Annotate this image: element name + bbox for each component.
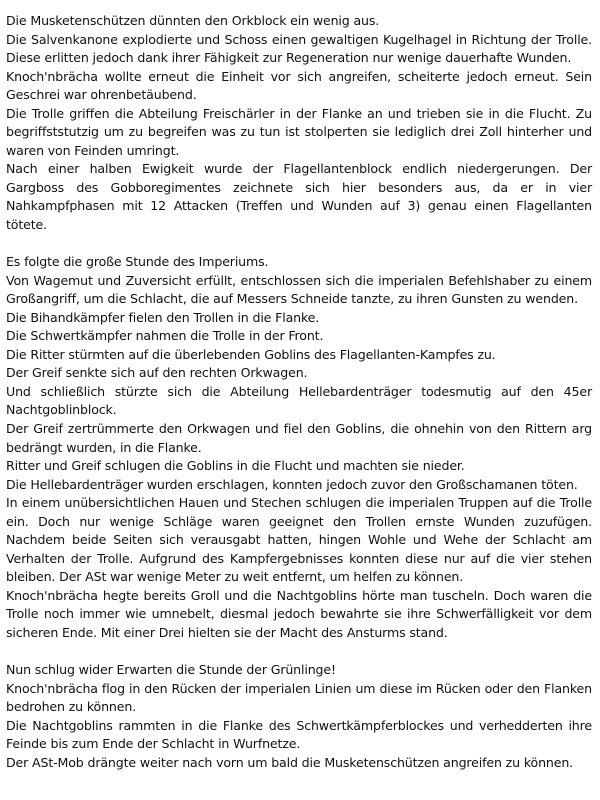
paragraph: Und schließlich stürzte sich die Abteilung Hellebardenträger todesmutig auf den 45er Nachtgoblinblock.	[6, 383, 592, 418]
blank-line	[6, 235, 592, 254]
paragraph: Die Salvenkanone explodierte und Schoss einen gewaltigen Kugelhagel in Richtung der Trolle. Diese erlitten jedoch dank ihrer Fähigkeit zur Regeneration nur wenige dauerhafte Wunden.	[6, 31, 592, 66]
paragraph: Die Schwertkämpfer nahmen die Trolle in der Front.	[6, 328, 324, 344]
paragraph: In einem unübersichtlichen Hauen und Stechen schlugen die imperialen Truppen auf die Trolle ein. Doch nur wenige Schläge waren geeignet den Trollen ernste Wunden zuzufügen. Nachdem beide Seiten sich verausgabt hatten, hingen Wohle und Wehe der Schlacht am Verhalten der Trolle. Aufgrund des Kampfergebnisses konnten diese nur auf die vier stehen bleiben. Der ASt war wenige Meter zu weit entfernt, um helfen zu können.	[6, 495, 592, 585]
paragraph: Knoch'nbrächa hegte bereits Groll und die Nachtgoblins hörte man tuscheln. Doch waren die Trolle noch immer wie umnebelt, diesmal jedoch bewahrte sie ihre Schwerfälligkeit vor dem sicheren Ende. Mit einer Drei hielten sie der Macht des Ansturms stand.	[6, 587, 592, 640]
paragraph: Die Bihandkämpfer fielen den Trollen in die Flanke.	[6, 309, 320, 325]
paragraph: Der ASt-Mob drängte weiter nach vorn um bald die Musketenschützen angreifen zu können.	[6, 754, 574, 770]
section-3	[6, 661, 592, 772]
paragraph: Knoch'nbrächa wollte erneut die Einheit vor sich angreifen, scheiterte jedoch erneut. Sein Geschrei war ohrenbetäubend.	[6, 68, 592, 103]
paragraph: Die Trolle griffen die Abteilung Freischärler in der Flanke an und trieben sie in die Flucht. Zu begriffststutzig um zu begreifen was zu tun ist stolperten sie lediglich drei Zoll hinterher und waren von Feinden umringt.	[6, 105, 592, 158]
paragraph: Der Greif zertrümmerte den Orkwagen und fiel den Goblins, die ohnehin von den Rittern arg bedrängt wurden, in die Flanke.	[6, 420, 592, 455]
paragraph: Knoch'nbrächa flog in den Rücken der imperialen Linien um diese im Rücken oder den Flanken bedrohen zu können.	[6, 680, 592, 715]
section-1	[6, 12, 592, 235]
paragraph: Die Musketenschützen dünnten den Orkblock ein wenig aus.	[6, 13, 380, 28]
blank-line	[6, 643, 592, 662]
paragraph: Ritter und Greif schlugen die Goblins in die Flucht und machten sie nieder.	[6, 458, 465, 474]
paragraph: Nun schlug wider Erwarten die Stunde der Grünlinge!	[6, 662, 336, 678]
paragraph: Von Wagemut und Zuversicht erfüllt, entschlossen sich die imperialen Befehlshaber zu einem Großangriff, um die Schlacht, die auf Messers Schneide tanzte, zu ihren Gunsten zu wenden.	[6, 272, 592, 307]
paragraph: Die Ritter stürmten auf die überlebenden Goblins des Flagellanten-Kampfes zu.	[6, 346, 496, 362]
paragraph: Nach einer halben Ewigkeit wurde der Flagellantenblock endlich niedergerungen. Der Gargboss des Gobboregimentes zeichnete sich hier besonders aus, da er in vier Nahkampfphasen mit 12 Attacken (Treffen und Wunden auf 3) genau einen Flagellanten tötete.	[6, 161, 592, 233]
section-2	[6, 253, 592, 642]
paragraph: Die Hellebardenträger wurden erschlagen, konnten jedoch zuvor den Großschamanen töten.	[6, 476, 578, 492]
paragraph: Die Nachtgoblins rammten in die Flanke des Schwertkämpferblockes und verhedderten ihre Feinde bis zum Ende der Schlacht in Wurfnetze.	[6, 717, 592, 752]
paragraph: Es folgte die große Stunde des Imperiums.	[6, 254, 269, 270]
paragraph: Der Greif senkte sich auf den rechten Orkwagen.	[6, 365, 308, 381]
